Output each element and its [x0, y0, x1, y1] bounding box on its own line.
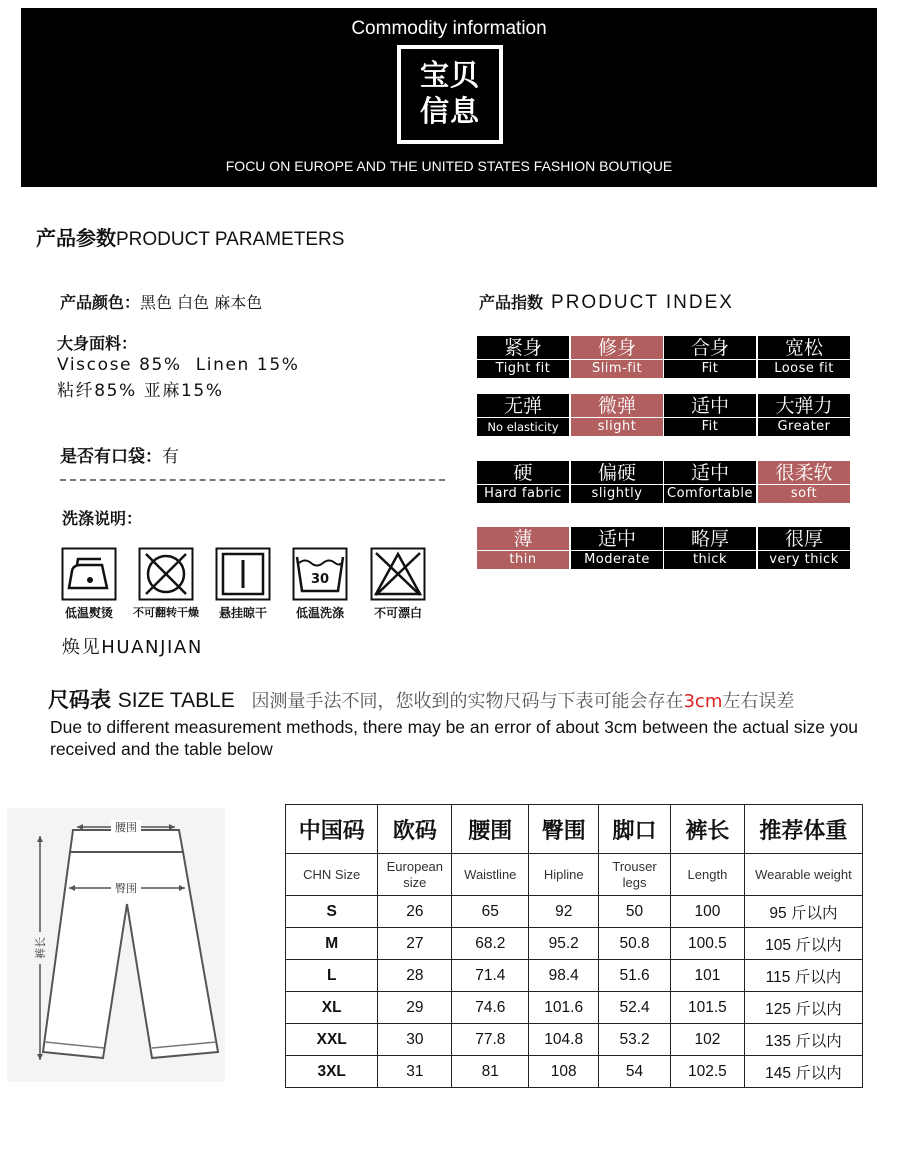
table-row-cell: 115 斤以内	[744, 960, 862, 992]
header-row-cn-cell: 中国码	[286, 805, 378, 854]
index-cell-1-3	[758, 394, 850, 436]
table-row	[286, 928, 863, 960]
index-cell-cn: 偏硬	[597, 462, 636, 484]
fabric-label: 大身面料：	[57, 334, 138, 353]
table-row-cell: 100.5	[670, 928, 744, 960]
size-title-en: SIZE TABLE	[117, 689, 235, 712]
params-title-en: PRODUCT PARAMETERS	[116, 229, 345, 250]
pocket-value: 有	[162, 447, 179, 467]
table-row-cell: 50.8	[599, 928, 671, 960]
index-cell-en: Fit	[701, 361, 719, 376]
index-cell-en: Fit	[701, 419, 719, 434]
diagram-waist-label: 腰围	[115, 821, 137, 834]
index-cell-3-1	[571, 527, 663, 569]
pants-illustration	[7, 808, 225, 1082]
size-note-pre: 因测量手法不同，您收到的实物尺码与下表可能会存在	[251, 691, 684, 712]
table-row	[286, 896, 863, 928]
fabric-cn: 粘纤85% 亚麻15%	[57, 381, 224, 401]
table-row-cell: XXL	[286, 1024, 378, 1056]
table-row-cell: 3XL	[286, 1056, 378, 1088]
table-row-cell: 92	[529, 896, 599, 928]
index-cell-en: slight	[597, 419, 637, 434]
header-row-cn-cell: 腰围	[452, 805, 529, 854]
table-row-cell: 104.8	[529, 1024, 599, 1056]
size-description: Due to different measurement methods, there may be an error of about 3cm between the actual size you received and the table below	[50, 717, 859, 759]
table-row	[286, 992, 863, 1024]
no-tumble-dry-icon	[138, 547, 194, 601]
table-row-cell: 27	[378, 928, 452, 960]
table-row	[286, 1056, 863, 1088]
logo-line1: 宝贝	[419, 58, 480, 92]
index-cell-0-2	[664, 336, 756, 378]
index-cell-0-0	[477, 336, 569, 378]
care-label-3: 低温洗涤	[295, 606, 344, 620]
table-row-cell: 71.4	[452, 960, 529, 992]
index-cell-0-3	[758, 336, 850, 378]
table-row-cell: 105 斤以内	[744, 928, 862, 960]
divider	[60, 479, 445, 481]
index-cell-en: Hard fabric	[484, 486, 562, 501]
pocket-label: 是否有口袋：	[60, 447, 162, 467]
index-cell-cn: 很厚	[784, 528, 823, 550]
index-title-en: PRODUCT INDEX	[551, 292, 734, 313]
index-cell-2-0	[477, 461, 569, 503]
header-row-en-cell: European size	[378, 854, 452, 896]
index-cell-cn: 硬	[513, 462, 533, 484]
header-row-cn-cell: 脚口	[599, 805, 671, 854]
table-row-cell: 108	[529, 1056, 599, 1088]
care-label-4: 不可漂白	[373, 606, 422, 620]
color-line	[60, 290, 262, 313]
index-cell-cn: 修身	[597, 337, 636, 359]
table-row-cell: 95.2	[529, 928, 599, 960]
diagram-length-label: 裤长	[34, 937, 47, 959]
table-row-cell: 101.6	[529, 992, 599, 1024]
hang-dry-icon	[215, 547, 271, 601]
pants-diagram	[7, 808, 225, 1082]
banner-bottom-text: FOCU ON EUROPE AND THE UNITED STATES FASHION BOUTIQUE	[225, 158, 673, 174]
table-row-cell: 135 斤以内	[744, 1024, 862, 1056]
header-banner	[21, 8, 877, 187]
index-cell-cn: 紧身	[503, 337, 542, 359]
header-row-cn-cell: 欧码	[378, 805, 452, 854]
wash-temp: 30	[310, 572, 330, 587]
index-cell-cn: 适中	[597, 528, 636, 550]
index-cell-2-3	[758, 461, 850, 503]
table-row-cell: 54	[599, 1056, 671, 1088]
table-row-cell: 68.2	[452, 928, 529, 960]
index-cell-en: Greater	[777, 419, 831, 434]
index-cell-0-1	[571, 336, 663, 378]
wash-label: 洗涤说明：	[62, 509, 143, 528]
table-row-cell: 31	[378, 1056, 452, 1088]
table-row	[286, 960, 863, 992]
wash-30-icon	[292, 547, 348, 601]
index-cell-en: very thick	[769, 552, 839, 567]
color-value: 黑色 白色 麻本色	[140, 293, 263, 312]
care-label-1: 不可翻转干燥	[133, 606, 199, 619]
index-cell-cn: 薄	[513, 528, 533, 550]
table-row-cell: L	[286, 960, 378, 992]
index-cell-cn: 宽松	[784, 337, 823, 359]
index-cell-cn: 略厚	[690, 528, 729, 550]
table-row-cell: 52.4	[599, 992, 671, 1024]
table-row-cell: 81	[452, 1056, 529, 1088]
table-row-cell: S	[286, 896, 378, 928]
index-cell-cn: 合身	[690, 337, 729, 359]
size-note-red: 3cm	[683, 691, 723, 712]
params-title	[36, 222, 344, 251]
index-cell-en: Loose fit	[774, 361, 834, 376]
table-row-cell: 77.8	[452, 1024, 529, 1056]
index-cell-cn: 无弹	[503, 395, 542, 417]
params-title-cn: 产品参数	[36, 226, 116, 250]
table-row-cell: 145 斤以内	[744, 1056, 862, 1088]
table-row-cell: 30	[378, 1024, 452, 1056]
index-cell-1-1	[571, 394, 663, 436]
table-row-cell: 98.4	[529, 960, 599, 992]
index-cell-en: Moderate	[584, 552, 650, 567]
table-row-cell: XL	[286, 992, 378, 1024]
index-cell-en: thick	[692, 552, 728, 567]
brand-name: 焕见HUANJIAN	[62, 637, 203, 658]
no-bleach-icon	[370, 547, 426, 601]
table-row-cell: 53.2	[599, 1024, 671, 1056]
size-note	[251, 691, 794, 712]
header-row-cn-cell: 裤长	[670, 805, 744, 854]
index-cell-en: Slim-fit	[591, 361, 643, 376]
index-cell-1-2	[664, 394, 756, 436]
index-cell-en: soft	[790, 486, 818, 501]
iron-low-icon	[61, 547, 117, 601]
index-cell-en: Comfortable	[667, 486, 753, 501]
size-title-cn: 尺码表	[48, 688, 111, 712]
diagram-hip-label: 臀围	[115, 882, 137, 895]
table-row-cell: 28	[378, 960, 452, 992]
index-cell-2-2	[664, 461, 756, 503]
table-row-cell: 26	[378, 896, 452, 928]
table-row-cell: 65	[452, 896, 529, 928]
table-row-cell: 102	[670, 1024, 744, 1056]
table-row-cell: 29	[378, 992, 452, 1024]
table-row-cell: 51.6	[599, 960, 671, 992]
table-row-cell: M	[286, 928, 378, 960]
header-row-cn-cell: 推荐体重	[744, 805, 862, 854]
index-cell-cn: 很柔软	[775, 462, 833, 484]
header-row-cn	[286, 805, 863, 854]
table-row-cell: 95 斤以内	[744, 896, 862, 928]
table-row-cell: 100	[670, 896, 744, 928]
table-row-cell: 102.5	[670, 1056, 744, 1088]
table-row-cell: 101	[670, 960, 744, 992]
table-row	[286, 1024, 863, 1056]
index-cell-2-1	[571, 461, 663, 503]
index-cell-en: Tight fit	[495, 361, 551, 376]
index-cell-3-3	[758, 527, 850, 569]
logo-text	[401, 57, 499, 129]
index-cell-cn: 大弹力	[775, 395, 833, 417]
header-row-en-cell: CHN Size	[286, 854, 378, 896]
header-row-en-cell: Waistline	[452, 854, 529, 896]
size-title	[48, 684, 794, 714]
pocket-line	[60, 442, 179, 467]
index-title	[479, 290, 734, 314]
table-row-cell: 101.5	[670, 992, 744, 1024]
index-cell-1-0	[477, 394, 569, 436]
header-row-en-cell: Wearable weight	[744, 854, 862, 896]
index-cell-3-2	[664, 527, 756, 569]
header-row-en	[286, 854, 863, 896]
index-cell-cn: 微弹	[597, 395, 636, 417]
banner-top-text: Commodity information	[351, 18, 547, 39]
fabric-en: Viscose 85% Linen 15%	[57, 355, 300, 375]
table-row-cell: 125 斤以内	[744, 992, 862, 1024]
table-row-cell: 50	[599, 896, 671, 928]
header-row-en-cell: Length	[670, 854, 744, 896]
index-cell-en: thin	[509, 552, 537, 567]
size-table	[285, 804, 863, 1088]
care-label-2: 悬挂晾干	[218, 606, 267, 620]
index-cell-en: slightly	[591, 486, 643, 501]
index-cell-cn: 适中	[690, 462, 729, 484]
color-label: 产品颜色：	[60, 293, 141, 312]
logo-box	[397, 45, 503, 144]
index-cell-en: No elasticity	[487, 420, 559, 434]
header-row-cn-cell: 臀围	[529, 805, 599, 854]
index-title-cn: 产品指数	[479, 293, 544, 312]
index-cell-3-0	[477, 527, 569, 569]
logo-line2: 信息	[419, 94, 480, 128]
header-row-en-cell: Trouser legs	[599, 854, 671, 896]
index-cell-cn: 适中	[690, 395, 729, 417]
table-row-cell: 74.6	[452, 992, 529, 1024]
size-note-post: 左右误差	[722, 691, 795, 712]
header-row-en-cell: Hipline	[529, 854, 599, 896]
care-label-0: 低温熨烫	[64, 606, 113, 620]
